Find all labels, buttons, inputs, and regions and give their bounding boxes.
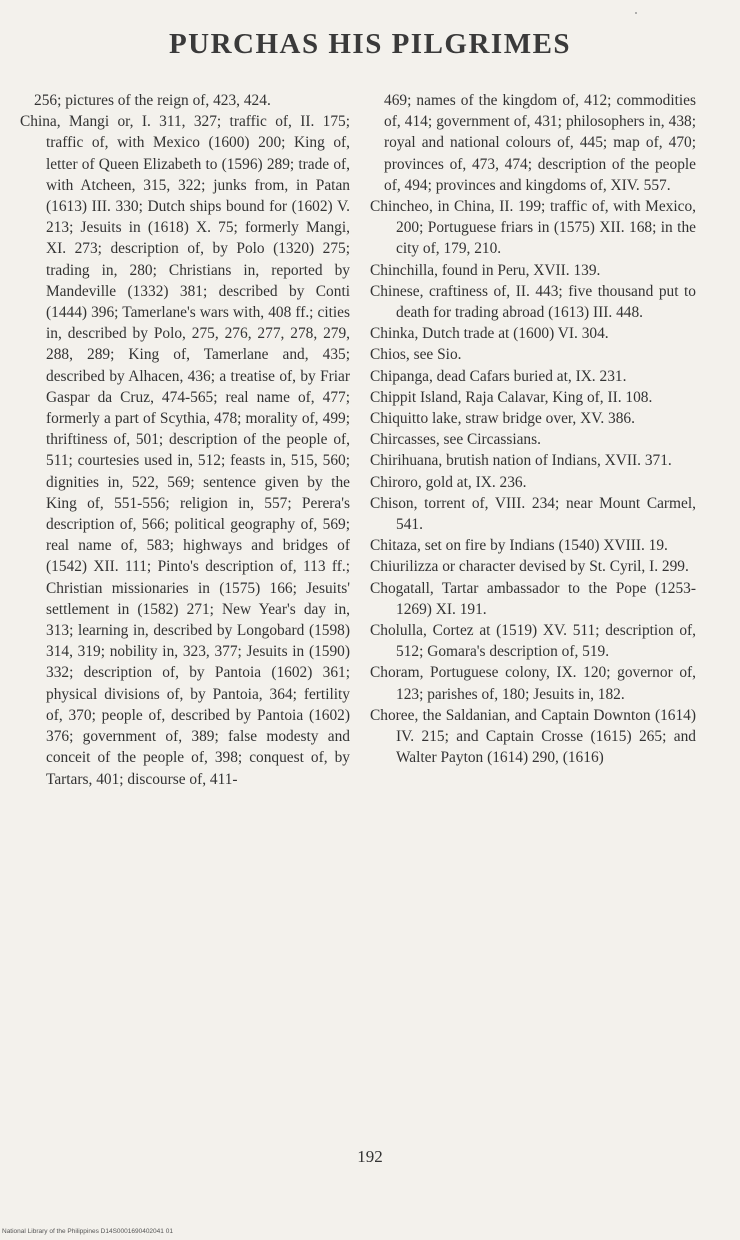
index-entry: Cholulla, Cortez at (1519) XV. 511; description of, 512; Gomara's description of, 519. — [370, 622, 696, 661]
index-entry: Chinchilla, found in Peru, XVII. 139. — [370, 261, 601, 279]
page-number: 192 — [357, 1147, 383, 1166]
index-entry: Chogatall, Tartar ambassador to the Pope (1253-1269) XI. 191. — [370, 579, 696, 618]
index-entry: Chircasses, see Circassians. — [370, 431, 541, 449]
right-column — [370, 90, 696, 769]
index-entry: Chiroro, gold at, IX. 236. — [370, 473, 527, 491]
index-entry: Chison, torrent of, VIII. 234; near Mount Carmel, 541. — [370, 494, 696, 534]
index-entry: Chiquitto lake, straw bridge over, XV. 386. — [370, 410, 635, 428]
index-entry: Choree, the Saldanian, and Captain Downton (1614) IV. 215; and Captain Crosse (1615) 265; and Walter Payton (1614) 290, (1616) — [370, 706, 696, 767]
index-entry: Chiurilizza or character devised by St. Cyril, I. 299. — [370, 558, 689, 576]
paper-speck — [635, 12, 637, 14]
index-entry: Chippit Island, Raja Calavar, King of, II. 108. — [370, 388, 653, 406]
left-column — [20, 90, 350, 790]
index-entry: Chirihuana, brutish nation of Indians, XVII. 371. — [370, 452, 672, 470]
index-entry: 256; pictures of the reign of, 423, 424. — [34, 92, 271, 109]
index-entry: Chinese, craftiness of, II. 443; five thousand put to death for trading abroad (1613) III. 448. — [370, 282, 696, 322]
index-entry: Choram, Portuguese colony, IX. 120; governor of, 123; parishes of, 180; Jesuits in, 182. — [370, 664, 696, 703]
scan-source-note: National Library of the Philippines D14S0001690402041 01 — [2, 1228, 173, 1235]
index-entry: Chipanga, dead Cafars buried at, IX. 231. — [370, 367, 627, 385]
index-entry: Chitaza, set on fire by Indians (1540) XVIII. 19. — [370, 537, 668, 555]
index-entry: 469; names of the kingdom of, 412; commodities of, 414; government of, 431; philosophers in, 438; royal and national colours of, 445; map of, 470; provinces of, 473, 474; description of the people of, 494; provinces and kingdoms of, XIV. 557. — [384, 92, 696, 194]
index-entry: Chios, see Sio. — [370, 346, 462, 364]
running-header: PURCHAS HIS PILGRIMES — [168, 28, 572, 60]
index-entry: Chincheo, in China, II. 199; traffic of, with Mexico, 200; Portuguese friars in (1575) XII. 168; in the city of, 179, 210. — [370, 198, 696, 258]
index-entry: China, Mangi or, I. 311, 327; traffic of, II. 175; traffic of, with Mexico (1600) 200; King of, letter of Queen Elizabeth to (1596) 289; trade of, with Atcheen, 315, 322; junks from, in Patan (1613) III. 330; Dutch ships bound for (1602) V. 213; Jesuits in (1618) X. 75; formerly Mangi, XI. 273; description of, by Polo (1320) 275; trading in, 280; Christians in, reported by Mandeville (1332) 381; described by Conti (1444) 396; Tamerlane's wars with, 408 ff.; cities in, described by Polo, 275, 276, 277, 278, 279, 288, 289; King of, Tamerlane and, 435; described by Alhacen, 436; a treatise of, by Friar Gaspar da Cruz, 474-565; real name of, 477; formerly a part of Scythia, 478; morality of, 499; thriftiness of, 501; description of the people of, 511; courtesies used in, 512; feasts in, 515, 560; dignities in, 522, 569; sentence given by the King of, 551-556; religion in, 557; Perera's description of, 566; political geography of, 569; real name of, 583; highways and bridges of (1542) XII. 111; Pinto's description of, 113 ff.; Christian missionaries in (1575) 166; Jesuits' settlement in (1582) 271; New Year's day in, 313; learning in, described by Longobard (1598) 314, 319; nobility in, 323, 377; Jesuits in (1590) 332; description of, by Pantoia (1602) 361; physical divisions of, by Pantoia, 364; fertility of, 370; people of, described by Pantoia (1602) 376; government of, 389; false modesty and conceit of the people of, 398; conquest of, by Tartars, 401; discourse of, 411- — [20, 113, 350, 788]
index-entry: Chinka, Dutch trade at (1600) VI. 304. — [370, 325, 609, 343]
